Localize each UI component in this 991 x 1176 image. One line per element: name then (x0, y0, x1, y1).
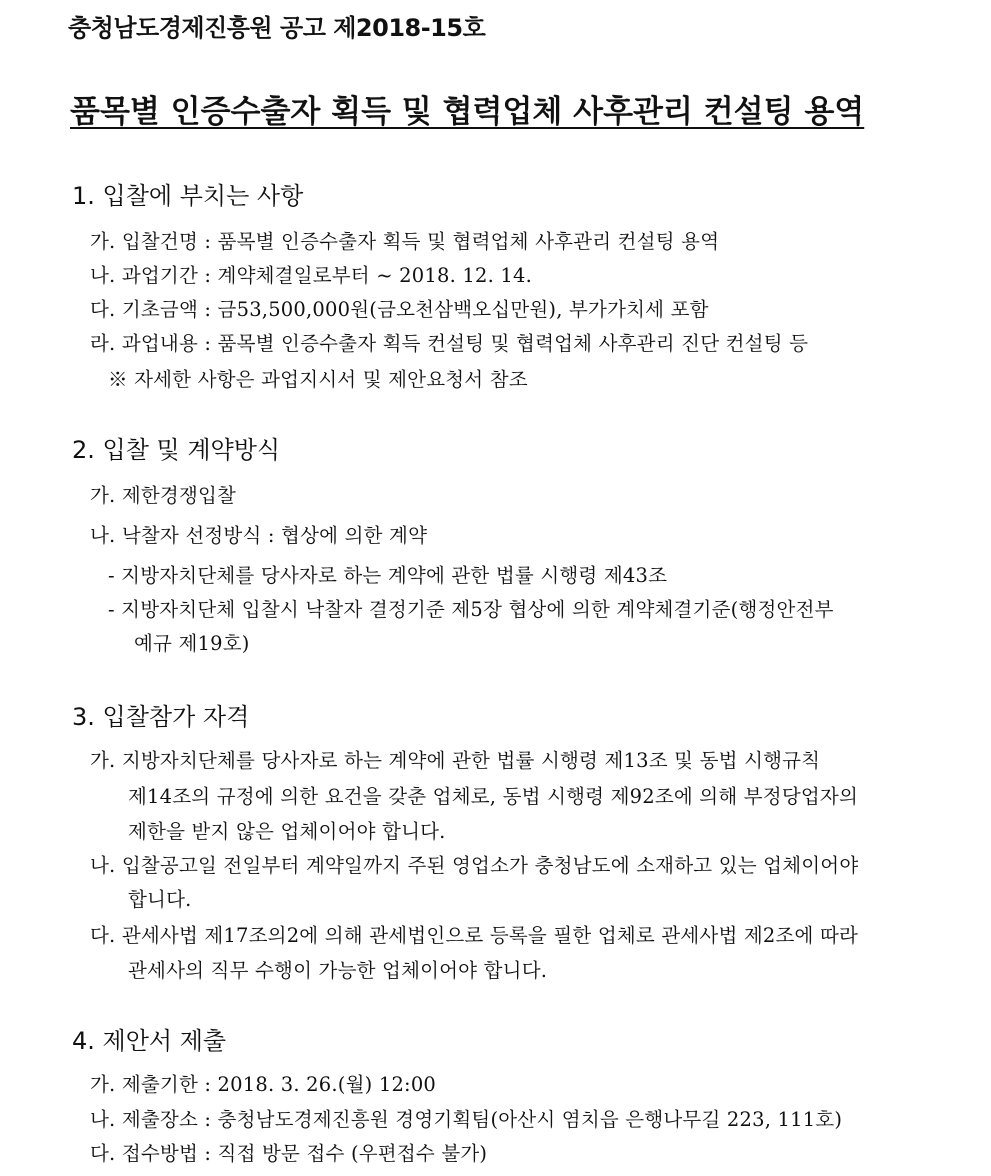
s1-item-na: 나. 과업기간 : 계약체결일로부터 ~ 2018. 12. 14. (90, 264, 533, 287)
s2-item-na: 나. 낙찰자 선정방식 : 협상에 의한 계약 (90, 524, 428, 547)
s3-item-na: 나. 입찰공고일 전일부터 계약일까지 주된 영업소가 충청남도에 소재하고 있는 업체이어야 (90, 854, 859, 877)
s2-sub-item-1: - 지방자치단체를 당사자로 하는 계약에 관한 법률 시행령 제43조 (108, 564, 668, 587)
section-4-heading: 4. 제안서 제출 (72, 1027, 227, 1055)
s4-item-ga: 가. 제출기한 : 2018. 3. 26.(월) 12:00 (90, 1073, 437, 1096)
s3-item-da: 다. 관세사법 제17조의2에 의해 관세법인으로 등록을 필한 업체로 관세사법 제2조에 따라 (90, 924, 859, 947)
s1-item-ra: 라. 과업내용 : 품목별 인증수출자 획득 컨설팅 및 협력업체 사후관리 진단 컨설팅 등 (90, 332, 809, 355)
s3-item-ga-continued: 제14조의 규정에 의한 요건을 갖춘 업체로, 동법 시행령 제92조에 의해 부정당업자의 (128, 785, 858, 808)
s1-item-ga: 가. 입찰건명 : 품목별 인증수출자 획득 및 협력업체 사후관리 컨설팅 용역 (90, 230, 720, 253)
document-title: 품목별 인증수출자 획득 및 협력업체 사후관리 컨설팅 용역 (70, 94, 865, 130)
s3-item-ga-continued-2: 제한을 받지 않은 업체이어야 합니다. (128, 820, 446, 843)
s3-item-da-continued: 관세사의 직무 수행이 가능한 업체이어야 합니다. (128, 959, 548, 982)
section-1-heading: 1. 입찰에 부치는 사항 (72, 182, 304, 210)
notice-number: 충청남도경제진흥원 공고 제2018-15호 (68, 14, 486, 42)
s1-note: ※ 자세한 사항은 과업지시서 및 제안요청서 참조 (108, 368, 528, 391)
section-3-heading: 3. 입찰참가 자격 (72, 703, 250, 731)
s3-item-na-continued: 합니다. (128, 888, 192, 911)
s4-item-da: 다. 접수방법 : 직접 방문 접수 (우편접수 불가) (90, 1142, 488, 1165)
s3-item-ga: 가. 지방자치단체를 당사자로 하는 계약에 관한 법률 시행령 제13조 및 동법 시행규칙 (90, 749, 821, 772)
s4-item-na: 나. 제출장소 : 충청남도경제진흥원 경영기획팀(아산시 염치읍 은행나무길 223, 111호) (90, 1108, 843, 1131)
s1-item-da: 다. 기초금액 : 금53,500,000원(금오천삼백오십만원), 부가가치세 포함 (90, 298, 709, 321)
s2-sub-item-2-continued: 예규 제19호) (134, 632, 250, 655)
section-2-heading: 2. 입찰 및 계약방식 (72, 436, 281, 464)
s2-item-ga: 가. 제한경쟁입찰 (90, 484, 237, 507)
s2-sub-item-2: - 지방자치단체 입찰시 낙찰자 결정기준 제5장 협상에 의한 계약체결기준(행정안전부 (108, 598, 834, 621)
